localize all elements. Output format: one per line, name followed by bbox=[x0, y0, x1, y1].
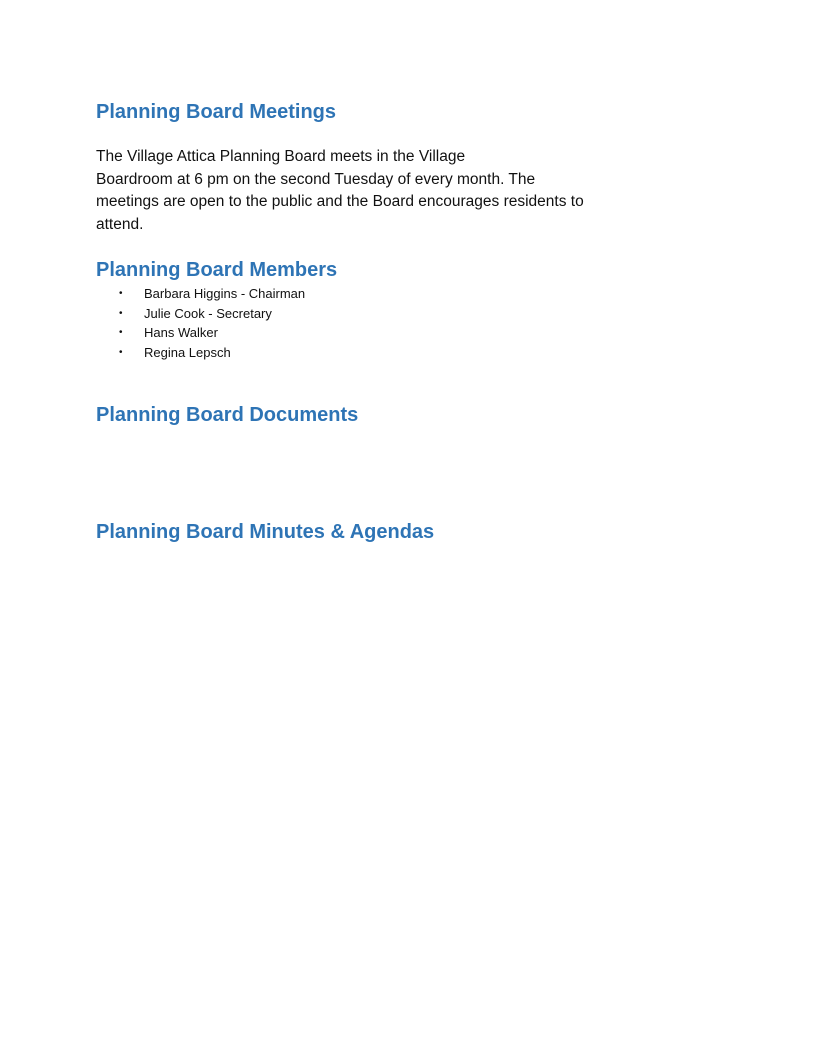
member-name: Barbara Higgins - Chairman bbox=[144, 286, 306, 301]
meetings-paragraph-line: The Village Attica Planning Board meets in the Village bbox=[96, 148, 466, 165]
meetings-paragraph-line: Boardroom at 6 pm on the second Tuesday of every month. The bbox=[96, 170, 536, 188]
list-item bbox=[96, 304, 305, 324]
bullet-icon: • bbox=[119, 346, 123, 358]
members-heading: Planning Board Members bbox=[96, 259, 338, 281]
member-name: Hans Walker bbox=[144, 325, 218, 340]
bullet-icon: • bbox=[119, 327, 123, 338]
list-item bbox=[96, 323, 305, 343]
member-name: Regina Lepsch bbox=[144, 344, 231, 360]
bullet-icon: • bbox=[119, 307, 123, 319]
meetings-heading: Planning Board Meetings bbox=[96, 101, 337, 123]
documents-heading: Planning Board Documents bbox=[96, 404, 359, 426]
minutes-agendas-heading: Planning Board Minutes & Agendas bbox=[96, 521, 435, 543]
bullet-icon: • bbox=[119, 288, 123, 299]
meetings-paragraph-line: meetings are open to the public and the Board encourages residents to bbox=[96, 193, 584, 210]
list-item bbox=[96, 284, 305, 304]
member-name: Julie Cook - Secretary bbox=[144, 305, 272, 321]
meetings-paragraph bbox=[96, 146, 656, 236]
members-list bbox=[96, 284, 305, 362]
meetings-paragraph-line: attend. bbox=[96, 215, 144, 233]
list-item bbox=[96, 343, 305, 363]
